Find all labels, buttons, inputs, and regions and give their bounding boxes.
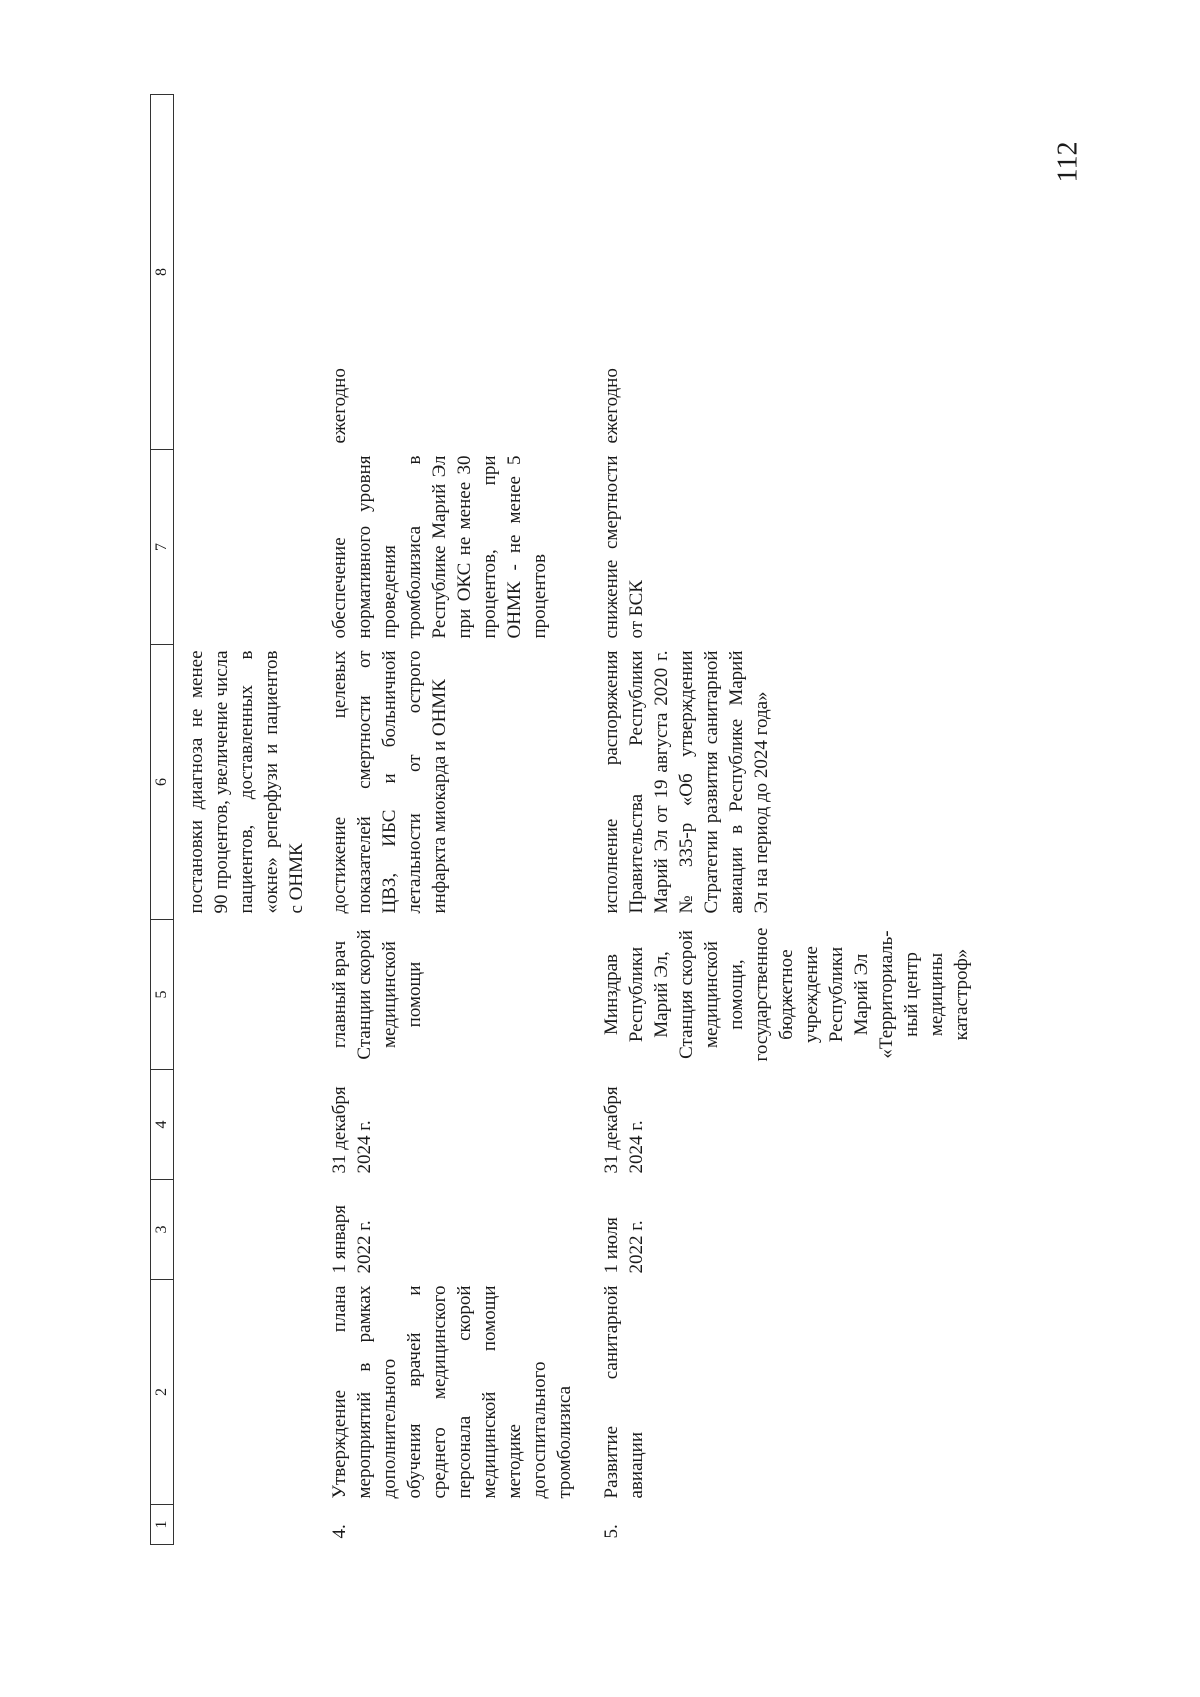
table-row <box>587 95 974 1545</box>
expected-result: исполнение распоряжения Правительства Республики Марий Эл от 19 августа 2020 г. № 335-р «Об утверждении Стратегии развития санитарной авиации в Республике Марий Эл на период до 2024 года» <box>601 650 772 914</box>
end-date: 31 декабря 2024 г. <box>329 1086 375 1174</box>
continued-result-cell: постановки диагноза не менее 90 процентов, увеличение числа пациентов, доставленных в «окне» реперфузи и пациентов с ОНМК <box>186 650 307 914</box>
expected-result: достижение целевых показателей смертности от ЦВЗ, ИБС и больничной летальности от острого инфаркта миокарда и ОНМК <box>329 650 450 914</box>
header-col-3: 3 <box>151 1180 174 1280</box>
page-number: 112 <box>1052 141 1084 183</box>
row-number: 4. <box>329 1524 350 1539</box>
measure-name: Утверждение плана мероприятий в рамках дополнительного обучения врачей и среднего медицинского персонала скорой медицинской помощи методике догоспитального тромболизиса <box>329 1285 575 1499</box>
header-col-8: 8 <box>151 95 174 450</box>
table-row <box>315 95 587 1545</box>
periodicity: ежегодно <box>601 368 622 444</box>
measure-name: Развитие санитарной авиации <box>601 1285 647 1499</box>
row-number: 5. <box>601 1524 622 1539</box>
table-row-continuation <box>174 95 316 1545</box>
indicator: снижение смертности от БСК <box>601 455 647 639</box>
responsible: Минздрав Республики Марий Эл, Станция скорой медицинской помощи, государственное бюджетное учреждение Республики Марий Эл «Территориаль-ный центр медицины катастроф» <box>601 927 972 1062</box>
header-col-5: 5 <box>151 920 174 1070</box>
end-date: 31 декабря 2024 г. <box>601 1086 647 1174</box>
measures-table <box>150 94 974 1545</box>
start-date: 1 января 2022 г. <box>329 1204 375 1274</box>
responsible: главный врач Станции скорой медицинской помощи <box>329 929 425 1060</box>
rotated-table-sheet <box>150 95 1030 1545</box>
header-col-4: 4 <box>151 1070 174 1180</box>
header-col-1: 1 <box>151 1505 174 1545</box>
indicator: обеспечение нормативного уровня проведения тромболизиса в Республике Марий Эл при ОКС не менее 30 процентов, при ОНМК - не менее 5 процентов <box>329 455 550 639</box>
start-date: 1 июля 2022 г. <box>601 1217 647 1274</box>
column-number-header <box>151 95 174 1545</box>
header-col-6: 6 <box>151 645 174 920</box>
periodicity: ежегодно <box>329 368 350 444</box>
header-col-7: 7 <box>151 450 174 645</box>
header-col-2: 2 <box>151 1280 174 1505</box>
